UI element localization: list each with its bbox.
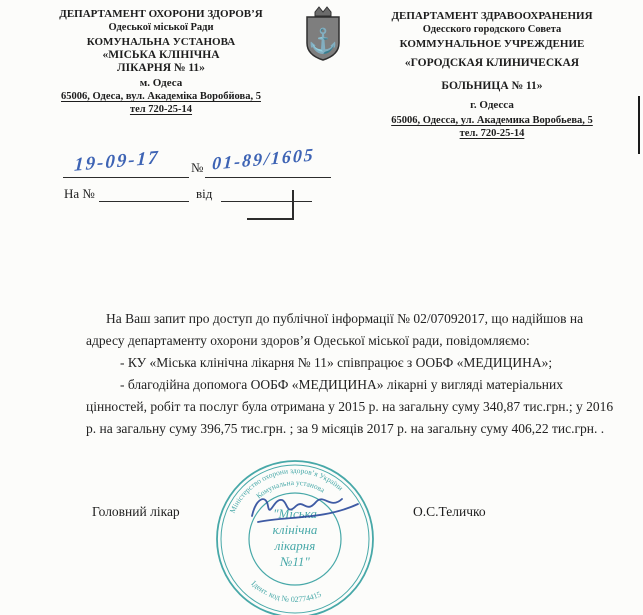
org-name-ru-2: БОЛЬНИЦА № 11» [441, 80, 543, 92]
signer-title: Головний лікар [92, 504, 180, 519]
org-department-uk: ДЕПАРТАМЕНТ ОХОРОНИ ЗДОРОВ’Я [59, 8, 263, 20]
org-name-uk-1: «МІСЬКА КЛІНІЧНА [102, 49, 220, 61]
na-number-label: На № [64, 186, 95, 201]
body-item-donations: - благодійна допомога ООБФ «МЕДИЦИНА» лікарні у вигляді матеріальних цінностей, робіт та послуг була отримана у 2015 р. на загальну суму 340,87 тис.грн.; у 2016 р. на загальну суму 396,75 тис.грн. ; за 9 місяців 2017 р. на загальну суму 406,22 тис.грн. . [86, 377, 614, 436]
scan-artifact-line [638, 96, 640, 154]
number-sign: № [191, 160, 204, 175]
letterhead-russian [348, 10, 636, 140]
svg-text:Ідент. код № 02774415 [250, 579, 323, 604]
body-item-cooperation: - КУ «Міська клінічна лікарня № 11» співпрацює з ООБФ «МЕДИЦИНА»; [120, 355, 553, 370]
org-city-ru: г. Одесса [470, 99, 514, 111]
vid-label: від [196, 186, 213, 201]
handwritten-date: 19-09-17 [73, 147, 161, 176]
anchor-icon: ⚓ [308, 29, 338, 55]
org-name-ru-1: «ГОРОДСКАЯ КЛИНИЧЕСКАЯ [404, 57, 580, 69]
org-address-uk: 65006, Одеса, вул. Академіка Воробйова, 5 [61, 91, 261, 102]
seal-ring-outer-text: Міністерство охорони здоров’я України [227, 465, 345, 515]
letter-body [86, 308, 623, 440]
seal-center-line-4: №11" [280, 554, 310, 569]
org-type-uk: КОМУНАЛЬНА УСТАНОВА [86, 36, 236, 48]
seal-ring-inner-text: Комунальна установа [254, 477, 327, 501]
org-type-ru: КОММУНАЛЬНОЕ УЧРЕЖДЕНИЕ [399, 38, 585, 50]
org-council-uk: Одеської міської Ради [108, 22, 214, 33]
vid-blank [221, 201, 312, 202]
number-line [205, 177, 331, 178]
org-department-ru: ДЕПАРТАМЕНТ ЗДРАВООХРАНЕНИЯ [391, 10, 593, 22]
odessa-emblem [301, 5, 345, 63]
org-council-ru: Одесского городского Совета [422, 24, 562, 35]
org-phone-uk: тел 720-25-14 [129, 104, 193, 115]
org-address-ru: 65006, Одесса, ул. Академика Воробьева, 5 [391, 115, 593, 126]
emblem-crown [315, 7, 331, 16]
seal-ring-bottom-text: Ідент. код № 02774415 [249, 578, 323, 605]
handwritten-number: 01-89/1605 [211, 144, 316, 174]
na-number-blank [99, 201, 189, 202]
seal-center-line-3: лікарня [274, 538, 316, 553]
signer-name: О.С.Теличко [413, 504, 486, 519]
body-paragraph: На Ваш запит про доступ до публічної інформації № 02/07092017, що надійшов на адресу департаменту охорони здоров’я Одеської міської ради, повідомляємо: [86, 311, 584, 348]
org-city-uk: м. Одеса [139, 77, 183, 89]
handwritten-signature [246, 486, 366, 534]
seal-center-line-1: "Міська [273, 506, 317, 521]
letterhead-ukrainian [12, 8, 310, 116]
corner-mark-horizontal [247, 218, 293, 220]
org-phone-ru: тел. 720-25-14 [459, 128, 525, 139]
corner-mark-vertical [292, 190, 294, 220]
date-line [63, 177, 189, 178]
org-name-uk-2: ЛІКАРНЯ № 11» [117, 62, 205, 74]
seal-center-line-2: клінічна [272, 522, 318, 537]
